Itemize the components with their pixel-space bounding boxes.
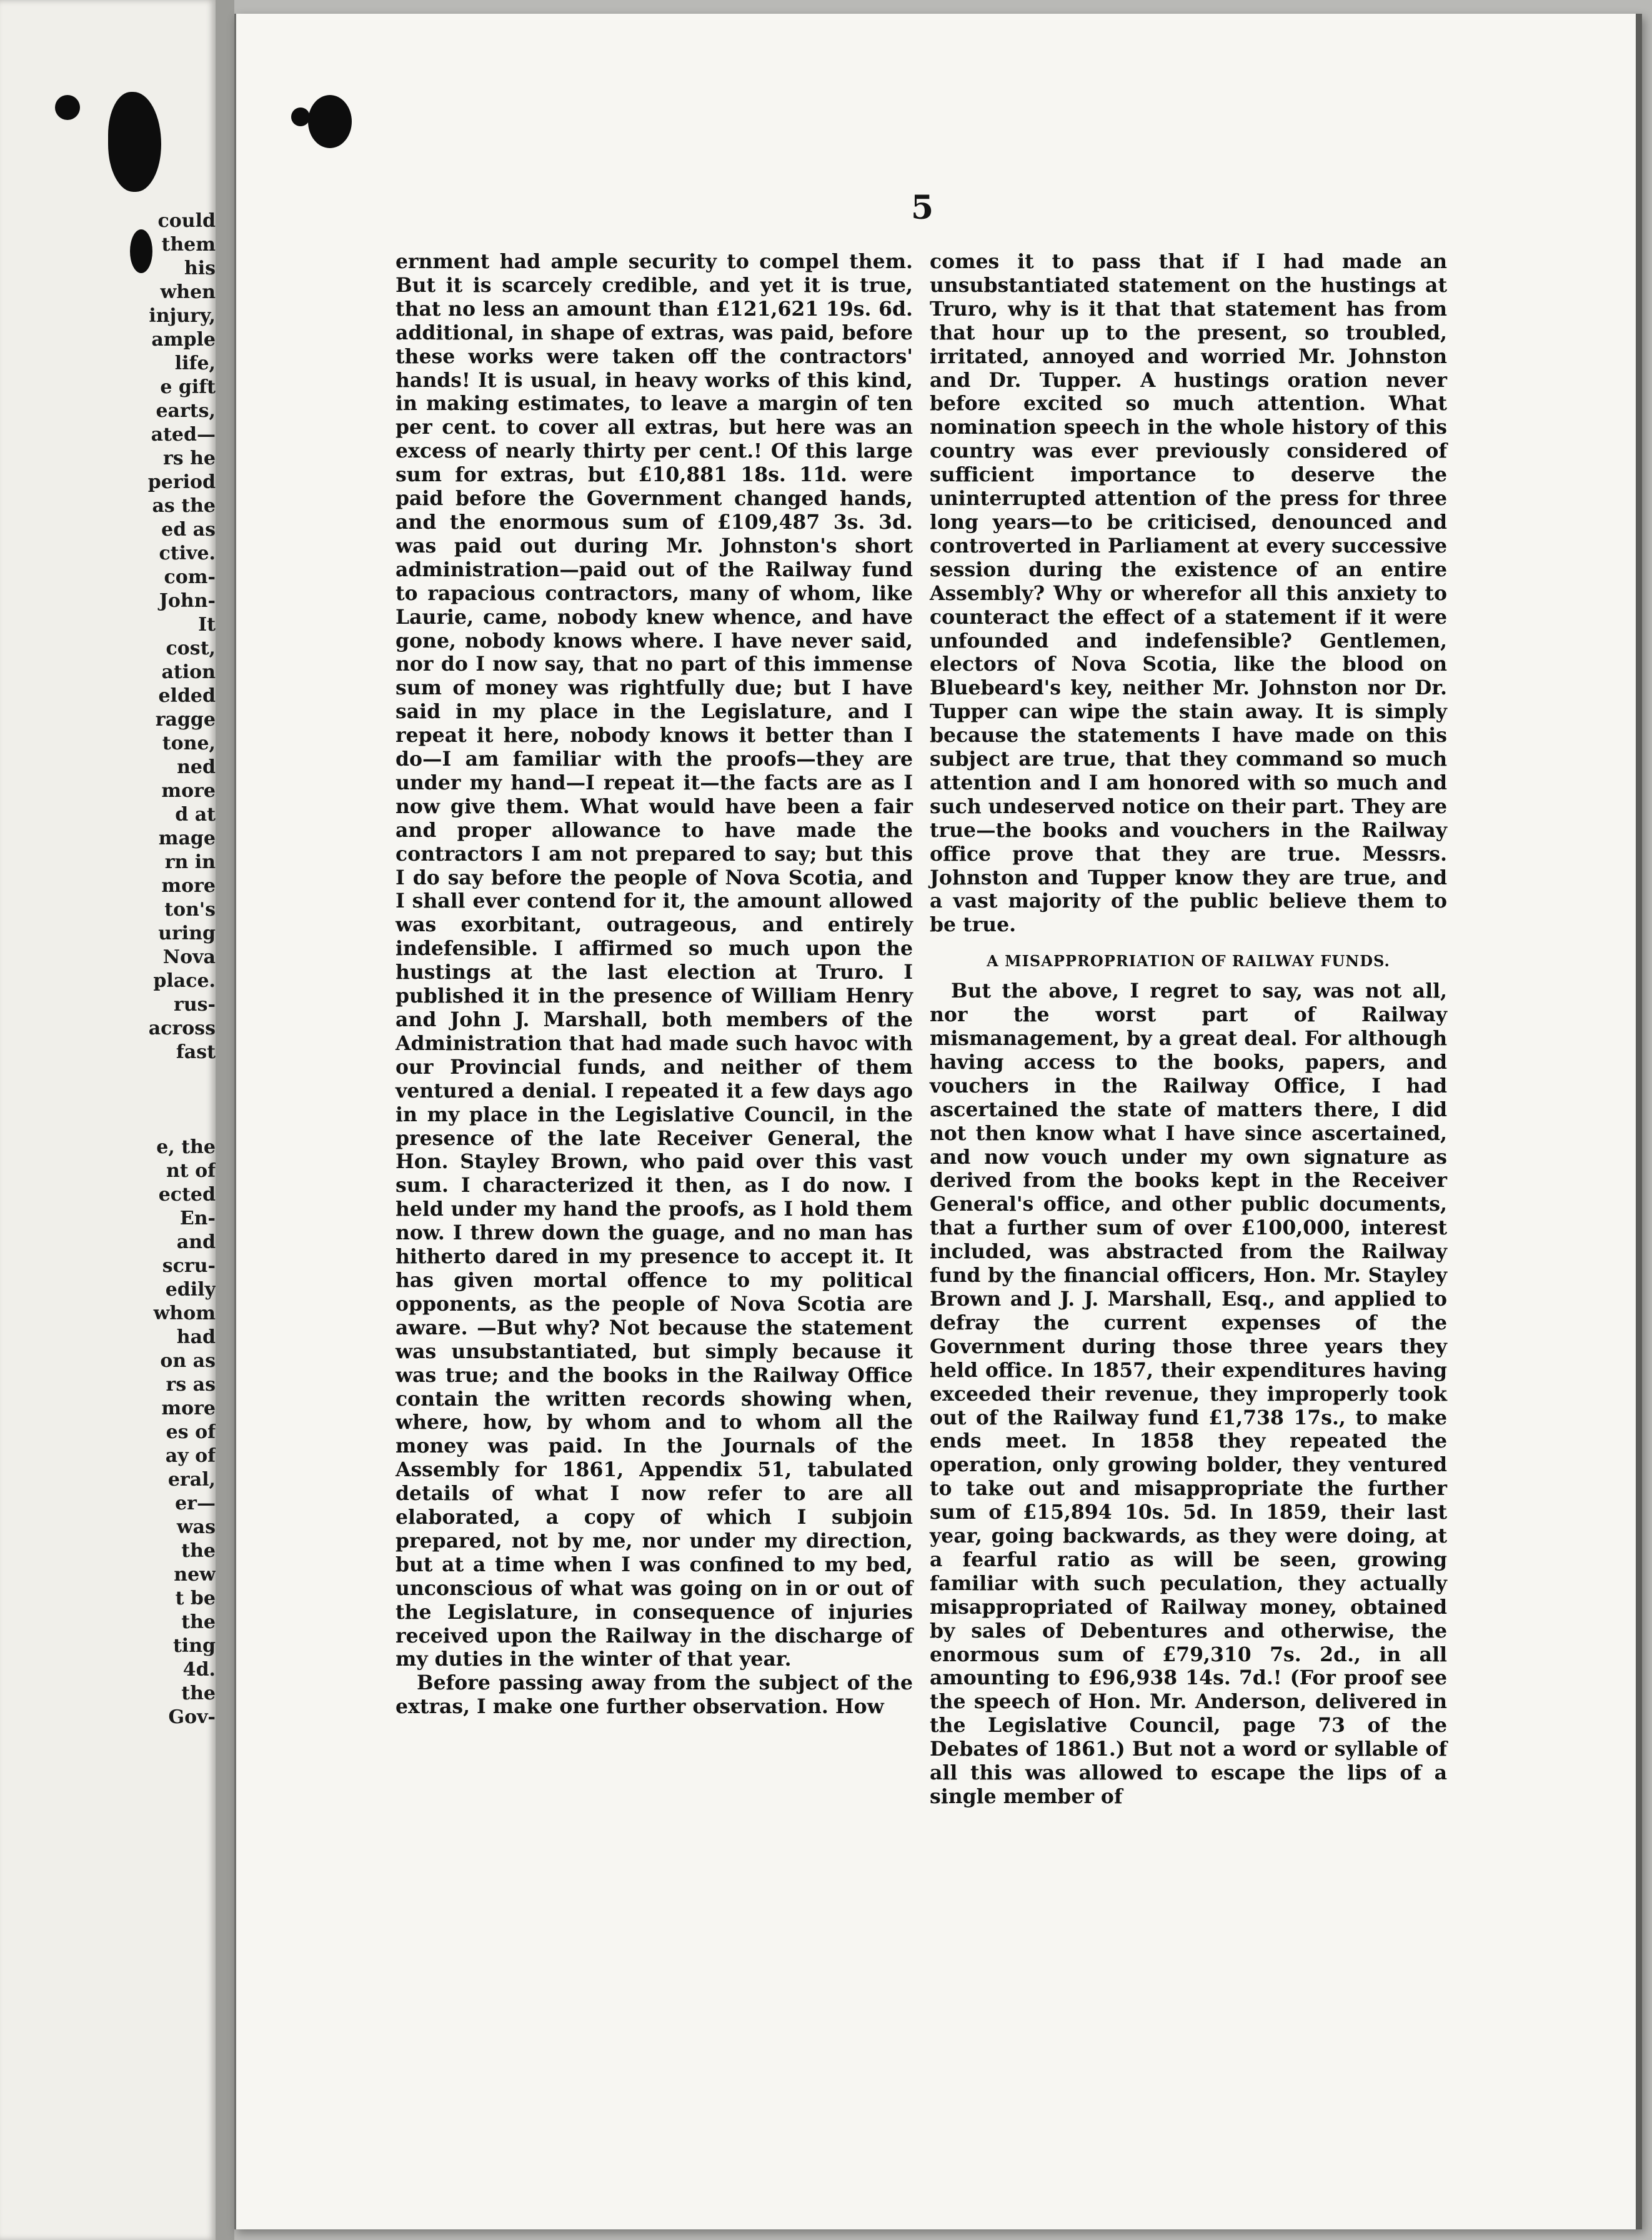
facing-page-fragment	[28, 1064, 216, 1088]
facing-page-fragment: elded	[158, 685, 216, 707]
facing-page-fragment: on as	[160, 1350, 216, 1372]
facing-page-fragment: uring	[158, 922, 216, 944]
facing-page-fragment: his	[184, 258, 216, 279]
facing-page-fragment: ected	[158, 1184, 216, 1206]
ink-blot	[55, 95, 80, 120]
facing-page-text-fragments	[28, 209, 216, 1729]
paragraph: Before passing away from the subject of the extras, I make one further observation. How	[396, 1671, 913, 1719]
facing-page-fragment: the	[181, 1611, 216, 1633]
facing-page-fragment: Gov-	[168, 1706, 216, 1728]
facing-page-fragment: new	[174, 1564, 216, 1586]
paragraph: comes it to pass that if I had made an unsubstantiated statement on the hustings at Truro, why is it that that statement has from that hour up to the present, so troubled, irritated, annoyed and worried Mr. Johnston and Dr. Tupper. A hustings oration never before excited so much attention. What nomination speech in the whole history of this country was ever previously considered of sufficient importance to deserve the uninterrupted attention of the press for three long years—to be criticised, denounced and controverted in Parliament at every successive session during the existence of an entire Assembly? Why or wherefor all this anxiety to counteract the effect of a statement if it were unfounded and indefensible? Gentlemen, electors of Nova Scotia, like the blood on Bluebeard's key, neither Mr. Johnston nor Dr. Tupper can wipe the stain away. It is simply because the statements I have made on this subject are true, that they command so much attention and I am honored with so much and such undeserved notice on their part. They are true—the books and vouchers in the Railway office prove that they are true. Messrs. Johnston and Tupper know they are true, and a vast majority of the public believe them to be true.	[930, 250, 1447, 937]
facing-page-fragment: more	[161, 780, 216, 802]
facing-page-fragment: e, the	[156, 1136, 216, 1158]
facing-page-fragment: earts,	[156, 400, 216, 422]
facing-page-fragment: place.	[153, 970, 216, 992]
facing-page-fragment: ample	[151, 329, 216, 351]
page-number: 5	[911, 189, 934, 227]
facing-page-fragment: ay of	[165, 1445, 216, 1467]
facing-page-fragment: ting	[172, 1635, 216, 1657]
facing-page-fragment: cost,	[166, 638, 216, 659]
facing-page-fragment: es of	[166, 1421, 216, 1443]
facing-page-fragment	[28, 1112, 216, 1136]
facing-page-fragment: whom	[153, 1302, 216, 1324]
book-gutter	[216, 0, 234, 2240]
facing-page-fragment: Nova	[162, 946, 216, 968]
ink-blot	[291, 108, 310, 126]
ink-blot	[130, 229, 152, 273]
facing-page-fragment: En-	[179, 1208, 216, 1229]
facing-page-fragment: the	[181, 1682, 216, 1704]
facing-page-fragment: them	[161, 234, 216, 256]
facing-page-fragment: tone,	[162, 732, 216, 754]
facing-page-fragment: rn in	[164, 851, 216, 873]
facing-page-fragment: er—	[175, 1492, 216, 1514]
facing-page-fragment: eral,	[167, 1469, 216, 1491]
facing-page-fragment: across	[148, 1018, 216, 1039]
paragraph: ernment had ample security to compel them. But it is scarcely credible, and yet it is true, that no less an amount than £121,621 19s. 6d. additional, in shape of extras, was paid, before these works were taken off the contractors' hands! It is usual, in heavy works of this kind, in making estimates, to leave a margin of ten per cent. to cover all extras, but here was an excess of nearly thirty per cent.! Of this large sum for extras, but £10,881 18s. 11d. were paid before the Government changed hands, and the enormous sum of £109,487 3s. 3d. was paid out during Mr. Johnston's short administration—paid out of the Railway fund to rapacious contractors, many of whom, like Laurie, came, nobody knew whence, and have gone, nobody knows where. I have never said, nor do I now say, that no part of this immense sum of money was rightfully due; but I have said in my place in the Legislature, and I repeat it here, nobody knows it better than I do—I am familiar with the proofs—they are under my hand—I repeat it—the facts are as I now give them. What would have been a fair and proper allowance to have made the contractors I am not prepared to say; but this I do say before the people of Nova Scotia, and I shall ever contend for it, the amount allowed was exorbitant, outrageous, and entirely indefensible. I affirmed so much upon the hustings at the last election at Truro. I published it in the presence of William Henry and John J. Marshall, both members of the Administration that had made such havoc with our Provincial funds, and neither of them ventured a denial. I repeated it a few days ago in my place in the Legislative Council, in the presence of the late Receiver General, the Hon. Stayley Brown, who paid over this vast sum. I characterized it then, as I do now. I held under my hand the proofs, as I hold them now. I threw down the guage, and no man has hitherto dared in my presence to accept it. It has given mortal offence to my political opponents, as the people of Nova Scotia are aware. —But why? Not because the statement was unsubstantiated, but simply because it was true; and the books in the Railway Office contain the written records showing when, where, how, by whom and to whom all the money was paid. In the Journals of the Assembly for 1861, Appendix 51, tabulated details of what I now refer to are all elaborated, a copy of which I subjoin prepared, not by me, nor under my direction, but at a time when I was confined to my bed, unconscious of what was going on in or out of the Legislature, in consequence of injuries received upon the Railway in the discharge of my duties in the winter of that year.	[396, 250, 913, 1671]
facing-page-fragment: It	[198, 614, 216, 636]
facing-page-fragment: life,	[174, 352, 216, 374]
facing-page-fragment: ton's	[164, 899, 216, 921]
facing-page-fragment: mage	[158, 828, 216, 849]
facing-page-fragment: was	[176, 1516, 216, 1538]
facing-page-fragment	[28, 1088, 216, 1112]
facing-page-fragment: had	[176, 1326, 216, 1348]
facing-page-fragment: ation	[161, 661, 216, 683]
facing-page-fragment: period	[147, 471, 216, 493]
facing-page-fragment: rus-	[174, 994, 216, 1016]
facing-page-fragment: scru-	[162, 1255, 216, 1277]
facing-page-fragment: e gift	[160, 376, 216, 398]
facing-page-fragment: and	[176, 1231, 216, 1253]
facing-page-fragment: when	[160, 281, 216, 303]
facing-page-fragment: ed as	[161, 519, 216, 541]
facing-page-fragment: John-	[159, 590, 216, 612]
facing-page-fragment: rs he	[162, 448, 216, 469]
facing-page-fragment: com-	[164, 566, 216, 588]
facing-page-fragment: t be	[175, 1588, 216, 1609]
facing-page-fragment: nt of	[166, 1160, 216, 1182]
facing-page-fragment: ned	[177, 756, 216, 778]
text-column-left	[396, 250, 913, 1719]
facing-page-fragment: d at	[175, 804, 216, 826]
facing-page-fragment: could	[157, 210, 216, 232]
facing-page	[0, 0, 216, 2240]
paragraph: But the above, I regret to say, was not all, nor the worst part of Railway mismanagement, by a great deal. For although having access to the books, papers, and vouchers in the Railway Office, I had ascertained the state of matters there, I did not then know what I have since ascertained, and now vouch under my own signature as derived from the books kept in the Receiver General's office, and other public documents, that a further sum of over £100,000, interest included, was abstracted from the Railway fund by the financial officers, Hon. Mr. Stayley Brown and J. J. Marshall, Esq., and applied to defray the current expenses of the Government during those three years they held office. In 1857, their expenditures having exceeded their revenue, they improperly took out of the Railway fund £1,738 17s., to make ends meet. In 1858 they repeated the operation, only growing bolder, they ventured to take out and misappropriate the further sum of £15,894 10s. 5d. In 1859, their last year, going backwards, as they were doing, at a fearful ratio as will be seen, growing familiar with such peculation, they actually misappropriated of Railway money, obtained by sales of Debentures and otherwise, the enormous sum of £79,310 7s. 2d., in all amounting to £96,938 14s. 7d.! (For proof see the speech of Hon. Mr. Anderson, delivered in the Legislative Council, page 73 of the Debates of 1861.) But not a word or syllable of all this was allowed to escape the lips of a single member of	[930, 979, 1447, 1808]
text-column-right	[930, 250, 1447, 1809]
facing-page-fragment: 4d.	[182, 1659, 216, 1681]
facing-page-fragment: fast	[176, 1041, 216, 1063]
ink-blot	[308, 95, 352, 148]
document-page	[234, 14, 1642, 2229]
facing-page-fragment: edily	[165, 1279, 216, 1301]
facing-page-fragment: ctive.	[159, 542, 216, 564]
facing-page-fragment: more	[161, 875, 216, 897]
facing-page-fragment: ragge	[155, 709, 216, 731]
facing-page-fragment: ated—	[151, 424, 216, 446]
facing-page-fragment: more	[161, 1398, 216, 1419]
facing-page-fragment: the	[181, 1540, 216, 1562]
facing-page-fragment: injury,	[149, 305, 216, 327]
facing-page-fragment: as the	[152, 495, 216, 517]
section-heading: A MISAPPROPRIATION OF RAILWAY FUNDS.	[987, 952, 1390, 971]
facing-page-fragment: rs as	[166, 1374, 216, 1396]
